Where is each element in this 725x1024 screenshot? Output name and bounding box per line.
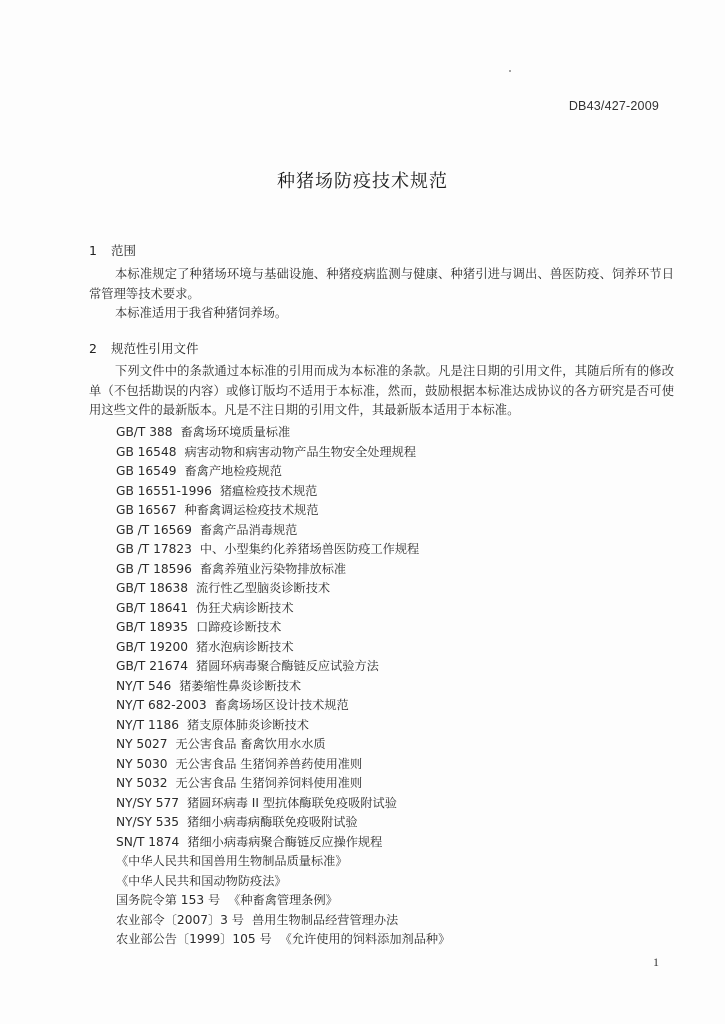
reference-code: GB /T 17823 bbox=[116, 542, 192, 556]
reference-item bbox=[116, 930, 450, 950]
reference-title: 口蹄疫诊断技术 bbox=[196, 620, 282, 634]
section-heading-normative-references bbox=[89, 339, 199, 357]
reference-list bbox=[116, 423, 450, 950]
reference-code: NY/T 1186 bbox=[116, 717, 180, 732]
reference-code: GB/T 18641 bbox=[116, 600, 189, 615]
reference-item bbox=[116, 482, 450, 502]
reference-code: NY/T 546 bbox=[116, 678, 172, 693]
reference-item bbox=[116, 462, 450, 482]
reference-title: 流行性乙型脑炎诊断技术 bbox=[196, 581, 331, 595]
section-heading-scope bbox=[89, 241, 136, 259]
reference-title: 种畜禽调运检疫技术规范 bbox=[184, 503, 319, 517]
reference-code: GB /T 18596 bbox=[116, 561, 192, 576]
reference-title: 中、小型集约化养猪场兽医防疫工作规程 bbox=[199, 542, 420, 556]
document-code: DB43/427-2009 bbox=[568, 99, 659, 113]
section-title: 范围 bbox=[111, 243, 137, 258]
reference-code: NY/SY 535 bbox=[116, 815, 179, 829]
reference-title: 无公害食品 畜禽饮用水水质 bbox=[175, 737, 326, 751]
reference-item bbox=[116, 813, 450, 833]
reference-item bbox=[116, 521, 450, 541]
reference-item bbox=[116, 696, 450, 716]
reference-title: 无公害食品 生猪饲养兽药使用准则 bbox=[175, 756, 363, 771]
reference-code: GB /T 16569 bbox=[116, 522, 192, 537]
document-title: 种猪场防疫技术规范 bbox=[277, 171, 448, 192]
reference-code: NY 5032 bbox=[116, 776, 168, 790]
reference-title: 猪瘟检疫技术规范 bbox=[219, 483, 318, 498]
reference-code: GB 16549 bbox=[116, 464, 177, 478]
reference-title: 《允许使用的饲料添加剂品种》 bbox=[279, 932, 451, 946]
reference-item bbox=[116, 872, 450, 892]
reference-title: 猪萎缩性鼻炎诊断技术 bbox=[179, 678, 302, 693]
reference-title: 猪支原体肺炎诊断技术 bbox=[187, 717, 309, 732]
reference-title: 畜禽场环境质量标准 bbox=[180, 425, 291, 439]
reference-item bbox=[116, 891, 450, 911]
reference-code: 农业部令〔2007〕3 号 bbox=[116, 912, 244, 927]
reference-item bbox=[116, 560, 450, 580]
reference-item bbox=[116, 423, 450, 443]
reference-code: SN/T 1874 bbox=[116, 834, 180, 849]
reference-title: 《中华人民共和国兽用生物制品质量标准》 bbox=[116, 854, 348, 868]
reference-code: GB 16551-1996 bbox=[116, 483, 212, 498]
scope-paragraph-2: 本标准适用于我省种猪饲养场。 bbox=[115, 306, 288, 320]
reference-code: GB/T 21674 bbox=[116, 659, 189, 673]
reference-code: GB/T 18638 bbox=[116, 581, 189, 595]
section-number: 2 bbox=[89, 341, 97, 356]
reference-title: 病害动物和病害动物产品生物安全处理规程 bbox=[184, 444, 417, 459]
reference-item bbox=[116, 638, 450, 658]
scope-paragraph-1: 本标准规定了种猪场环境与基础设施、种猪疫病监测与健康、种猪引进与调出、兽医防疫、饲养环节日常管理等技术要求。 bbox=[89, 267, 674, 301]
reference-code: NY/SY 577 bbox=[116, 795, 179, 810]
reference-item bbox=[116, 755, 450, 775]
reference-title: 伪狂犬病诊断技术 bbox=[196, 600, 294, 615]
reference-title: 猪圆环病毒聚合酶链反应试验方法 bbox=[196, 659, 379, 673]
page-number: 1 bbox=[653, 955, 659, 969]
reference-item bbox=[116, 774, 450, 794]
reference-title: 《种畜禽管理条例》 bbox=[228, 893, 338, 907]
reference-item bbox=[116, 657, 450, 677]
reference-item bbox=[116, 716, 450, 736]
reference-title: 兽用生物制品经营管理办法 bbox=[251, 912, 399, 927]
reference-code: NY 5030 bbox=[116, 756, 168, 771]
reference-item bbox=[116, 833, 450, 853]
reference-item bbox=[116, 852, 450, 872]
reference-item bbox=[116, 735, 450, 755]
scan-speck bbox=[509, 70, 511, 72]
reference-code: NY/T 682-2003 bbox=[116, 698, 207, 712]
reference-title: 畜禽产地检疫规范 bbox=[184, 464, 282, 478]
reference-item bbox=[116, 794, 450, 814]
reference-code: GB/T 388 bbox=[116, 425, 173, 439]
reference-code: GB 16548 bbox=[116, 444, 177, 459]
section-title: 规范性引用文件 bbox=[111, 341, 199, 356]
reference-code: 农业部公告〔1999〕105 号 bbox=[116, 932, 272, 946]
reference-item bbox=[116, 911, 450, 931]
reference-title: 畜禽养殖业污染物排放标准 bbox=[199, 561, 347, 576]
reference-item bbox=[116, 579, 450, 599]
reference-code: 国务院令第 153 号 bbox=[116, 893, 221, 907]
reference-item bbox=[116, 599, 450, 619]
reference-code: NY 5027 bbox=[116, 737, 168, 751]
reference-title: 猪水泡病诊断技术 bbox=[196, 639, 294, 654]
reference-title: 猪细小病毒病聚合酶链反应操作规程 bbox=[187, 834, 383, 849]
reference-code: GB/T 18935 bbox=[116, 620, 189, 634]
reference-item bbox=[116, 443, 450, 463]
reference-item bbox=[116, 618, 450, 638]
references-intro-paragraph: 下列文件中的条款通过本标准的引用而成为本标准的条款。凡是注日期的引用文件，其随后所有的修改单（不包括勘误的内容）或修订版均不适用于本标准，然而，鼓励根据本标准达成协议的各方研究是否可使用这些文件的最新版本。凡是不注日期的引用文件，其最新版本适用于本标准。 bbox=[89, 364, 674, 417]
reference-item bbox=[116, 540, 450, 560]
reference-item bbox=[116, 677, 450, 697]
reference-code: GB/T 19200 bbox=[116, 639, 189, 654]
reference-code: GB 16567 bbox=[116, 503, 177, 517]
reference-title: 畜禽场场区设计技术规范 bbox=[214, 698, 349, 712]
reference-title: 猪圆环病毒 II 型抗体酶联免疫吸附试验 bbox=[187, 795, 397, 810]
reference-item bbox=[116, 501, 450, 521]
reference-title: 《中华人民共和国动物防疫法》 bbox=[116, 873, 287, 888]
reference-title: 猪细小病毒病酶联免疫吸附试验 bbox=[187, 815, 358, 829]
reference-title: 畜禽产品消毒规范 bbox=[199, 522, 298, 537]
section-number: 1 bbox=[89, 243, 97, 258]
reference-title: 无公害食品 生猪饲养饲料使用准则 bbox=[175, 776, 363, 790]
